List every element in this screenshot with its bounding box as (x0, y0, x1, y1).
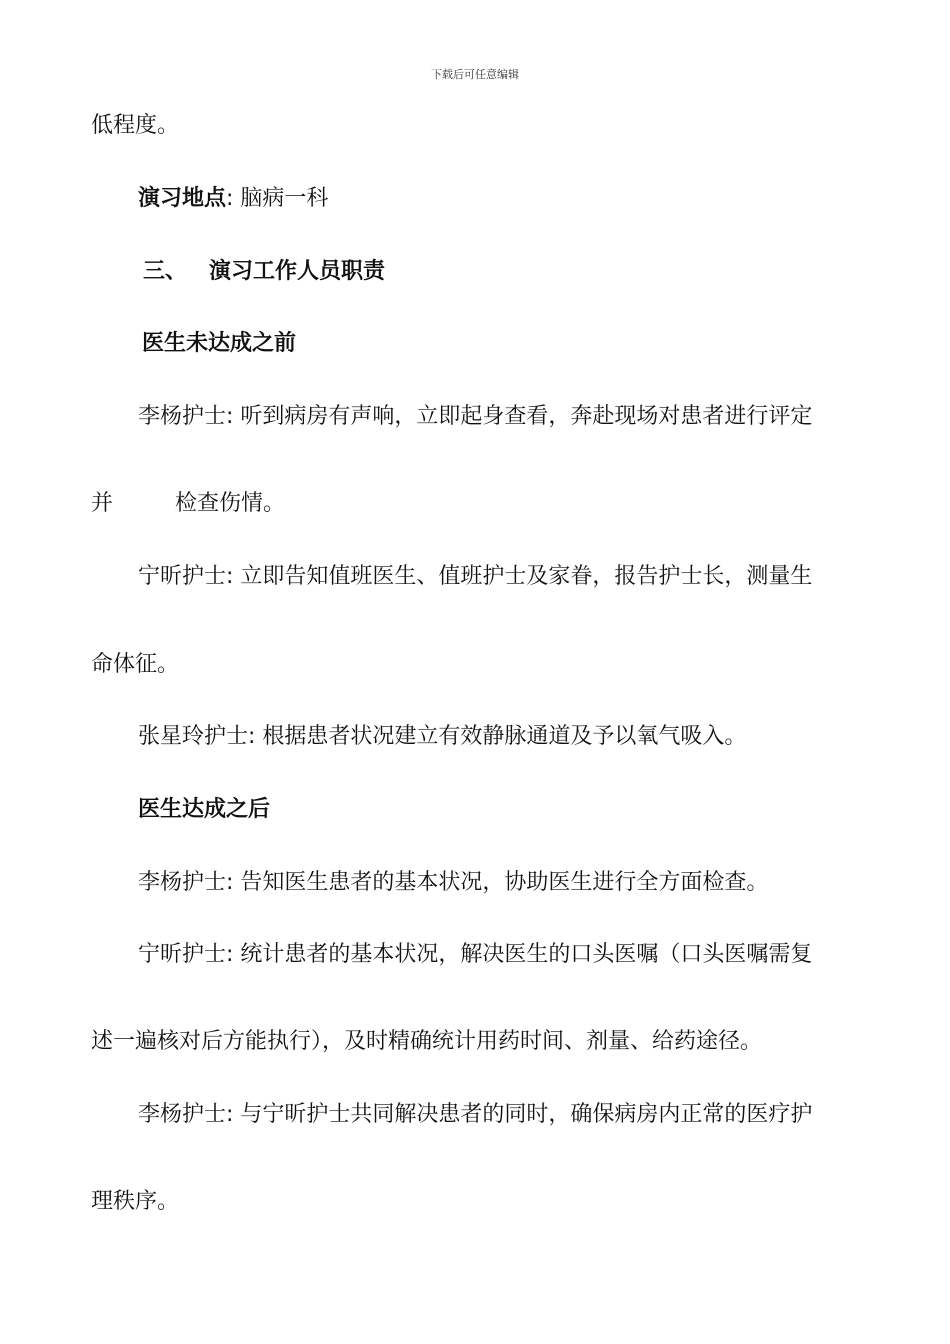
page-header: 下载后可任意编辑 (431, 68, 519, 81)
drill-location-value: 脑病一科 (240, 186, 329, 211)
subheading-after-doctor: 医生达成之后 (138, 797, 271, 822)
paragraph-line: 李杨护士: 听到病房有声响，立即起身查看，奔赴现场对患者进行评定 (138, 404, 813, 429)
paragraph-line: 张星玲护士: 根据患者状况建立有效静脉通道及予以氧气吸入。 (138, 724, 747, 749)
paragraph-line: 李杨护士: 告知医生患者的基本状况，协助医生进行全方面检查。 (138, 870, 769, 895)
paragraph-line: 宁昕护士: 立即告知值班医生、值班护士及家眷，报告护士长，测量生 (138, 564, 813, 589)
paragraph-line: 宁昕护士: 统计患者的基本状况，解决医生的口头医嘱（口头医嘱需复 (138, 942, 813, 967)
text-fragment: 并 (91, 491, 114, 516)
text-fragment: 检查伤情。 (175, 491, 286, 516)
section-number: 三、 (143, 259, 188, 284)
drill-location-label: 演习地点 (138, 186, 227, 211)
paragraph-line: 理秩序。 (91, 1189, 180, 1214)
paragraph-line (91, 489, 285, 519)
label-separator: : (226, 186, 241, 211)
subheading-before-doctor: 医生未达成之前 (142, 331, 297, 356)
paragraph-line: 述一遍核对后方能执行），及时精确统计用药时间、剂量、给药途径。 (91, 1029, 763, 1054)
section-heading (143, 257, 385, 287)
section-title: 演习工作人员职责 (209, 259, 386, 284)
paragraph-line: 低程度。 (91, 113, 180, 138)
paragraph-line: 李杨护士: 与宁昕护士共同解决患者的同时，确保病房内正常的医疗护 (138, 1102, 813, 1127)
drill-location-line (138, 184, 328, 214)
paragraph-line: 命体征。 (91, 652, 180, 677)
